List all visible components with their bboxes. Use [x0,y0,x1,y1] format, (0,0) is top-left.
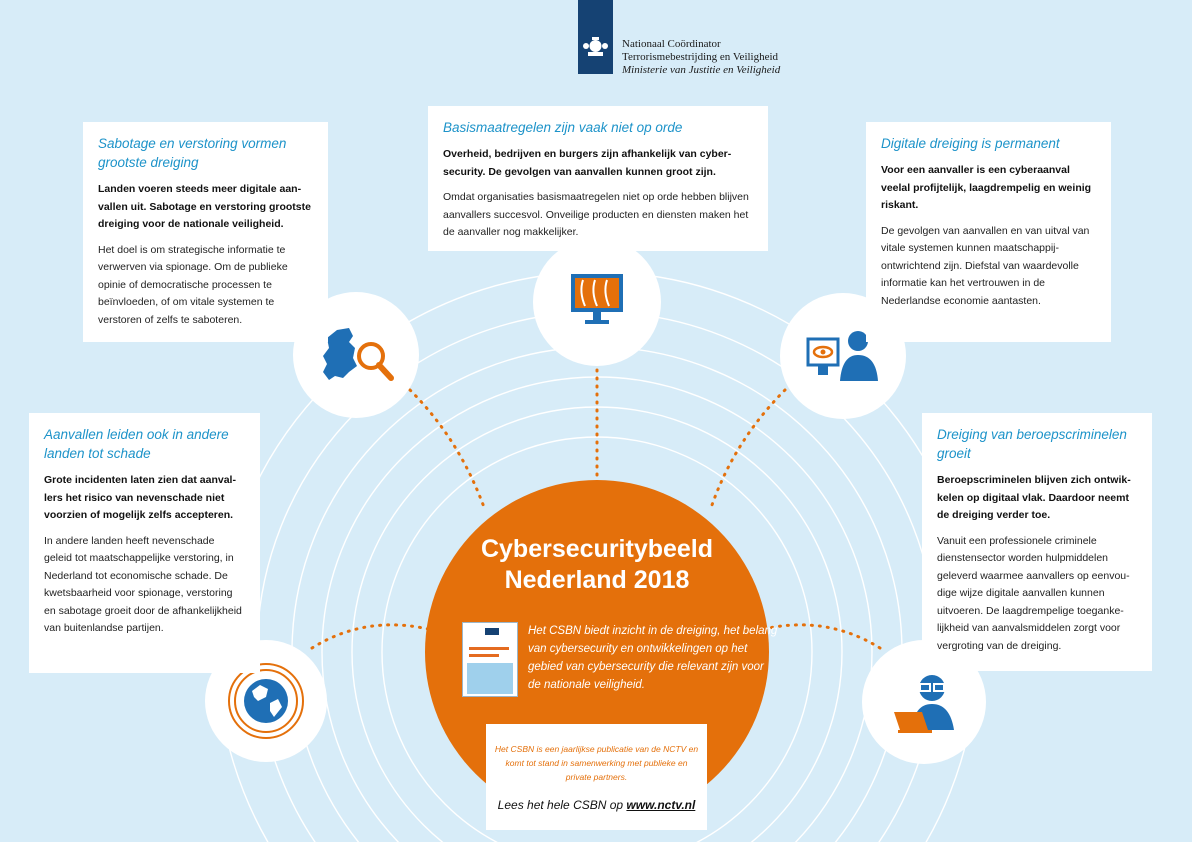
card-title: Digitale dreiging is permanent [881,136,1060,151]
netherlands-magnifier-icon [319,326,395,386]
card-title: Dreiging van beroepscriminelen groeit [937,427,1127,461]
read-more-prefix: Lees het hele CSBN op [497,798,627,812]
ministry-logo [578,0,780,77]
website-link[interactable]: www.nctv.nl [626,798,696,812]
main-title [430,534,764,596]
card-lead: Overheid, bedrijven en burgers zijn afhankelijk van cyber-security. De gevolgen van aanvallen kunnen groot zijn. [443,148,732,178]
report-cover-icon [462,622,518,697]
publication-note [486,724,707,830]
card-lead: Beroepscriminelen blijven zich ontwik-kelen op digitaal vlak. Daardoor neemt de dreiging verder toe. [937,474,1131,521]
card-lead: Landen voeren steeds meer digitale aan-vallen uit. Sabotage en verstoring grootste dreiging voor de nationale veiligheid. [98,183,311,230]
publication-note-text: Het CSBN is een jaarlijkse publicatie van de NCTV en komt tot stand in samenwerking met publieke en private partners. [494,744,699,782]
card-digitaal [866,122,1111,342]
card-aanvallen [29,413,260,673]
card-basis [428,106,768,251]
icon-circle-basis [533,238,661,366]
logo-line-1: Nationaal Coördinator [622,38,721,50]
ministry-name [622,38,780,77]
card-lead: Grote incidenten laten zien dat aanval-lers het risico van nevenschade niet voorzien of mogelijk zelfs accepteren. [44,474,236,521]
logo-line-3: Ministerie van Justitie en Veiligheid [622,64,781,76]
rijksoverheid-crest-icon [578,0,613,74]
main-title-line-2: Nederland 2018 [504,566,690,594]
monitor-icon [569,272,625,328]
read-more [494,798,699,812]
hacker-laptop-icon [892,672,962,736]
card-title: Sabotage en verstoring vormen grootste dreiging [98,136,287,170]
card-body: Het doel is om strategische informatie te verwerven via spionage. Om de publieke opinie of democratische processen te beïnvloeden, of om vitale systemen te verstoren of zelfs te saboteren. [98,243,288,326]
globe-icon [226,661,306,741]
main-title-line-1: Cybersecuritybeeld [480,535,714,563]
card-title: Aanvallen leiden ook in andere landen tot schade [44,427,229,461]
card-lead: Voor een aanvaller is een cyberaanval veelal profijtelijk, laagdrempelig en weinig riskant. [881,164,1092,211]
card-body: Omdat organisaties basismaatregelen niet op orde hebben blijven aanvallers succesvol. Onveilige producten en diensten maken het de aanvaller nog makkelijker. [443,191,749,238]
center-description: Het CSBN biedt inzicht in de dreiging, het belang van cybersecurity en ontwikkelingen op het gebied van cybersecurity die relevant zijn voor de nationale veiligheid. [528,625,778,691]
logo-line-2: Terrorismebestrijding en Veiligheid [622,51,779,63]
card-crimineel [922,413,1152,671]
card-sabotage [83,122,328,342]
card-body: In andere landen heeft nevenschade geleid tot maatschappelijke verstoring, in Nederland tot economische schade. De kwetsbaarheid voor spionage, verstoring en sabotage groeit door de afhankelijkheid van buitenlandse partijen. [44,534,242,634]
card-title: Basismaatregelen zijn vaak niet op orde [443,120,683,135]
card-body: De gevolgen van aanvallen en van uitval van vitale systemen kunnen maatschappij-ontwrichtend zijn. Diefstal van waardevolle informatie kan het vertrouwen in de Nederlandse economie aantasten. [881,224,1090,307]
card-body: Vanuit een professionele criminele dienstensector worden hulpmiddelen geleverd waarmee aanvallers op eenvou-dige wijze digitale aanvallen kunnen uitvoeren. De laagdrempelige toeganke-lijkheid van aanvalsmiddelen zorgt voor vergroting van de dreiging. [937,534,1130,652]
